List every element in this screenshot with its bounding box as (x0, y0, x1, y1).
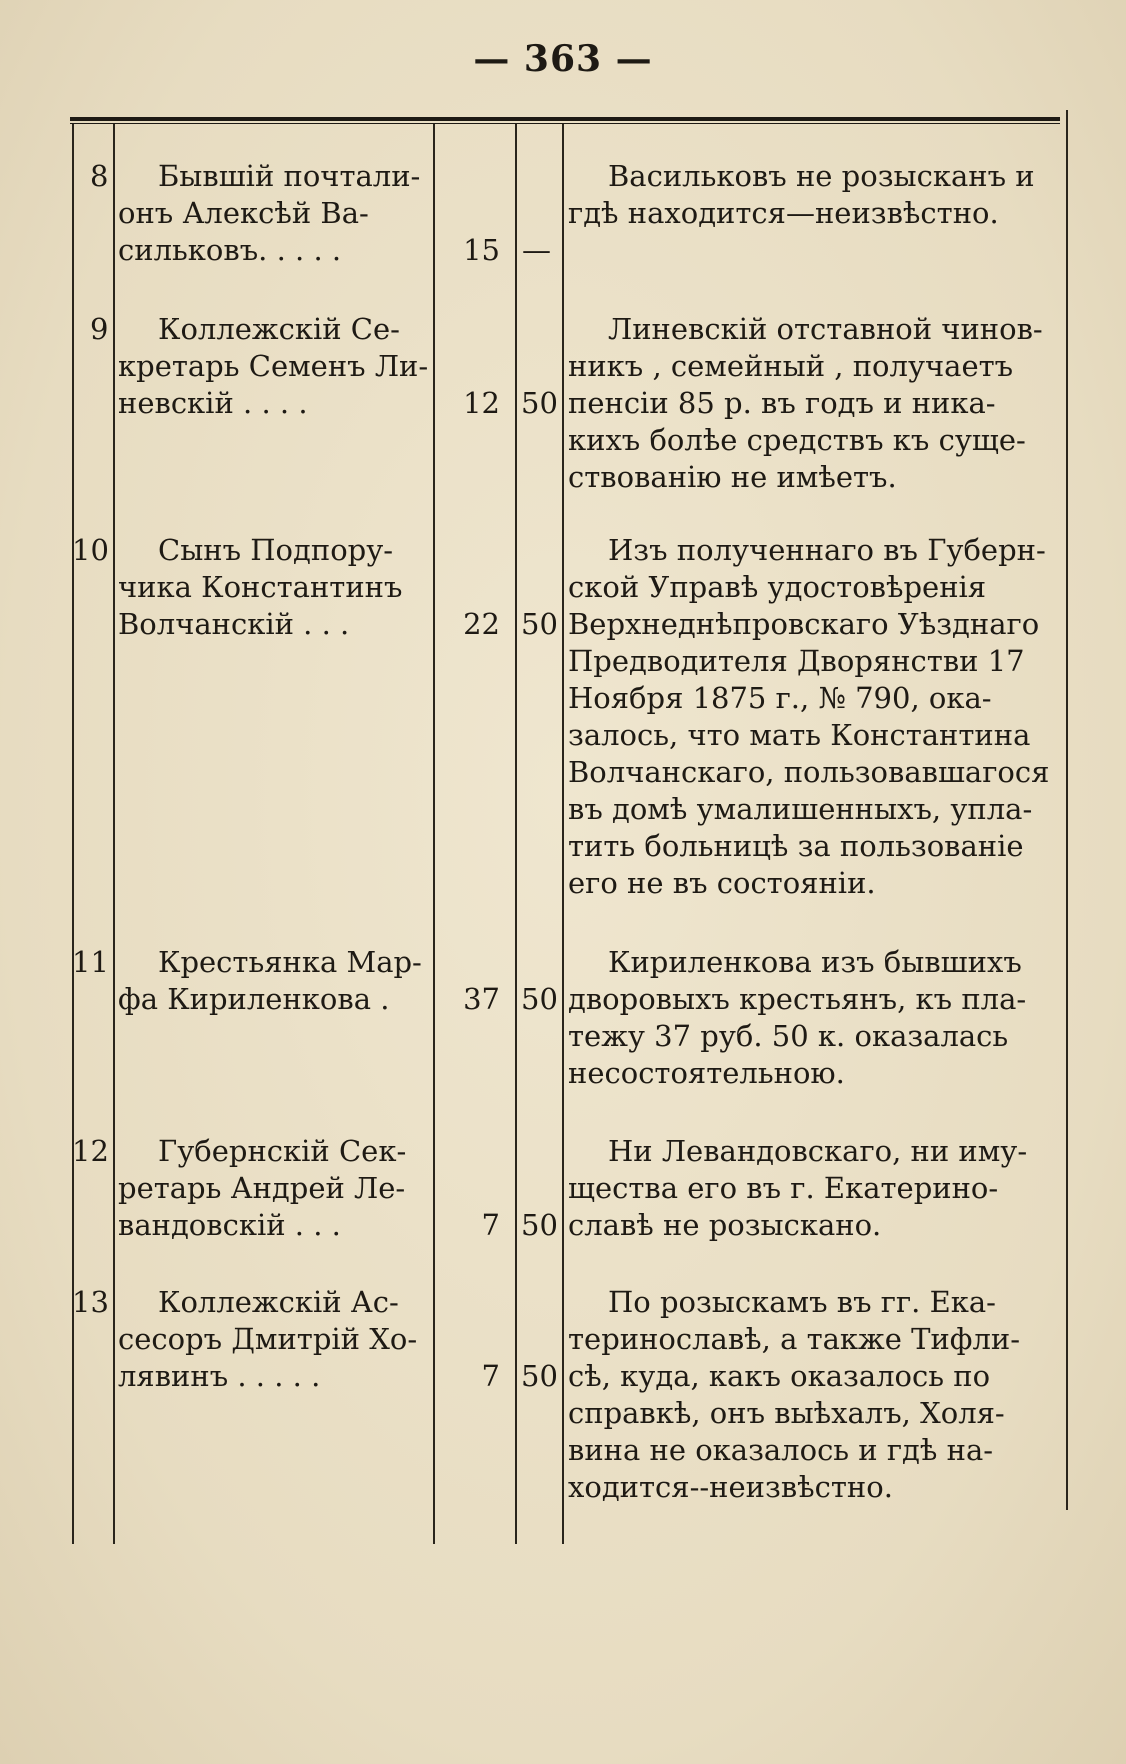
note-line: никъ , семейный , получаетъ (568, 349, 1014, 383)
note-line: Ни Левандовскаго, ни иму- (608, 1134, 1028, 1168)
table-top-rule (70, 117, 1060, 121)
row-number: 8 (90, 159, 109, 193)
note-line: Васильковъ не розысканъ и (608, 159, 1035, 193)
name-line: чика Константинъ (118, 570, 403, 604)
row-number: 9 (90, 312, 109, 346)
note-line: ствованію не имѣетъ. (568, 460, 897, 494)
name-line: невскій . . . . (118, 386, 308, 420)
note-line: сѣ, куда, какъ оказалось по (568, 1359, 991, 1393)
row-note (568, 1284, 1020, 1506)
note-line: несостоятельною. (568, 1056, 845, 1090)
column-rule-right (1066, 110, 1068, 1510)
note-line: По розыскамъ въ гг. Ека- (608, 1285, 996, 1319)
note-line: Верхнеднѣпровскаго Уѣзднаго (568, 607, 1040, 641)
row-note (568, 532, 1049, 902)
column-rule-kopecks (562, 124, 564, 1544)
name-line: фа Кириленкова . (118, 982, 390, 1016)
row-number: 12 (72, 1134, 109, 1168)
row-kopecks: 50 (521, 1359, 558, 1393)
name-line: Сынъ Подпору- (158, 533, 394, 567)
row-name (118, 944, 422, 1018)
page-number: — 363 — (473, 38, 653, 80)
note-line: гдѣ находится—неизвѣстно. (568, 196, 999, 230)
name-line: вандовскій . . . (118, 1208, 341, 1242)
name-line: Бывшій почтали- (158, 159, 421, 193)
note-line: славѣ не розыскано. (568, 1208, 882, 1242)
row-rubles: 7 (481, 1359, 500, 1393)
row-rubles: 22 (463, 607, 500, 641)
note-line: кихъ болѣе средствъ къ суще- (568, 423, 1026, 457)
column-rule-left (72, 124, 74, 1544)
note-line: пенсіи 85 р. въ годъ и ника- (568, 386, 996, 420)
column-rule-name (433, 124, 435, 1544)
name-line: Коллежскій Ас- (158, 1285, 399, 1319)
row-kopecks: 50 (521, 607, 558, 641)
name-line: кретарь Семенъ Ли- (118, 349, 429, 383)
row-name (118, 311, 428, 422)
row-rubles: 7 (481, 1208, 500, 1242)
note-line: Изъ полученнаго въ Губерн- (608, 533, 1046, 567)
row-name (118, 1133, 406, 1244)
row-note (568, 944, 1026, 1092)
row-name (118, 1284, 417, 1395)
note-line: ходится--неизвѣстно. (568, 1470, 893, 1504)
name-line: Губернскій Сек- (158, 1134, 407, 1168)
name-line: Волчанскій . . . (118, 607, 350, 641)
note-line: залось, что мать Константина (568, 718, 1031, 752)
row-name (118, 532, 402, 643)
name-line: лявинъ . . . . . (118, 1359, 321, 1393)
row-number: 13 (72, 1285, 109, 1319)
name-line: сесоръ Дмитрій Хо- (118, 1322, 418, 1356)
note-line: вина не оказалось и гдѣ на- (568, 1433, 994, 1467)
note-line: Предводителя Дворянстви 17 (568, 644, 1025, 678)
note-line: Кириленкова изъ бывшихъ (608, 945, 1022, 979)
row-number: 11 (72, 945, 109, 979)
row-kopecks: 50 (521, 982, 558, 1016)
note-line: справкѣ, онъ выѣхалъ, Холя- (568, 1396, 1005, 1430)
note-line: Волчанскаго, пользовавшагося (568, 755, 1050, 789)
note-line: ской Управѣ удостовѣренія (568, 570, 987, 604)
row-rubles: 37 (463, 982, 500, 1016)
note-line: тежу 37 руб. 50 к. оказалась (568, 1019, 1009, 1053)
note-line: въ домѣ умалишенныхъ, упла- (568, 792, 1033, 826)
column-rule-number (113, 124, 115, 1544)
name-line: ретарь Андрей Ле- (118, 1171, 406, 1205)
name-line: Крестьянка Мар- (158, 945, 422, 979)
name-line: онъ Алексѣй Ва- (118, 196, 369, 230)
row-number: 10 (72, 533, 109, 567)
name-line: Коллежскій Се- (158, 312, 400, 346)
row-rubles: 12 (463, 386, 500, 420)
column-rule-rubles (515, 124, 517, 1544)
row-kopecks: 50 (521, 1208, 558, 1242)
note-line: Линевскій отставной чинов- (608, 312, 1043, 346)
table-top-rule-thin (70, 123, 1060, 124)
row-note (568, 158, 1035, 232)
note-line: щества его въ г. Екатерино- (568, 1171, 999, 1205)
note-line: Ноября 1875 г., № 790, ока- (568, 681, 992, 715)
row-rubles: 15 (463, 233, 500, 267)
name-line: сильковъ. . . . . (118, 233, 342, 267)
note-line: дворовыхъ крестьянъ, къ пла- (568, 982, 1027, 1016)
row-name (118, 158, 420, 269)
row-note (568, 311, 1043, 496)
note-line: тить больницѣ за пользованіе (568, 829, 1024, 863)
row-note (568, 1133, 1027, 1244)
note-line: теринославѣ, а также Тифли- (568, 1322, 1021, 1356)
row-kopecks: 50 (521, 386, 558, 420)
note-line: его не въ состояніи. (568, 866, 876, 900)
row-kopecks: — (522, 233, 551, 267)
